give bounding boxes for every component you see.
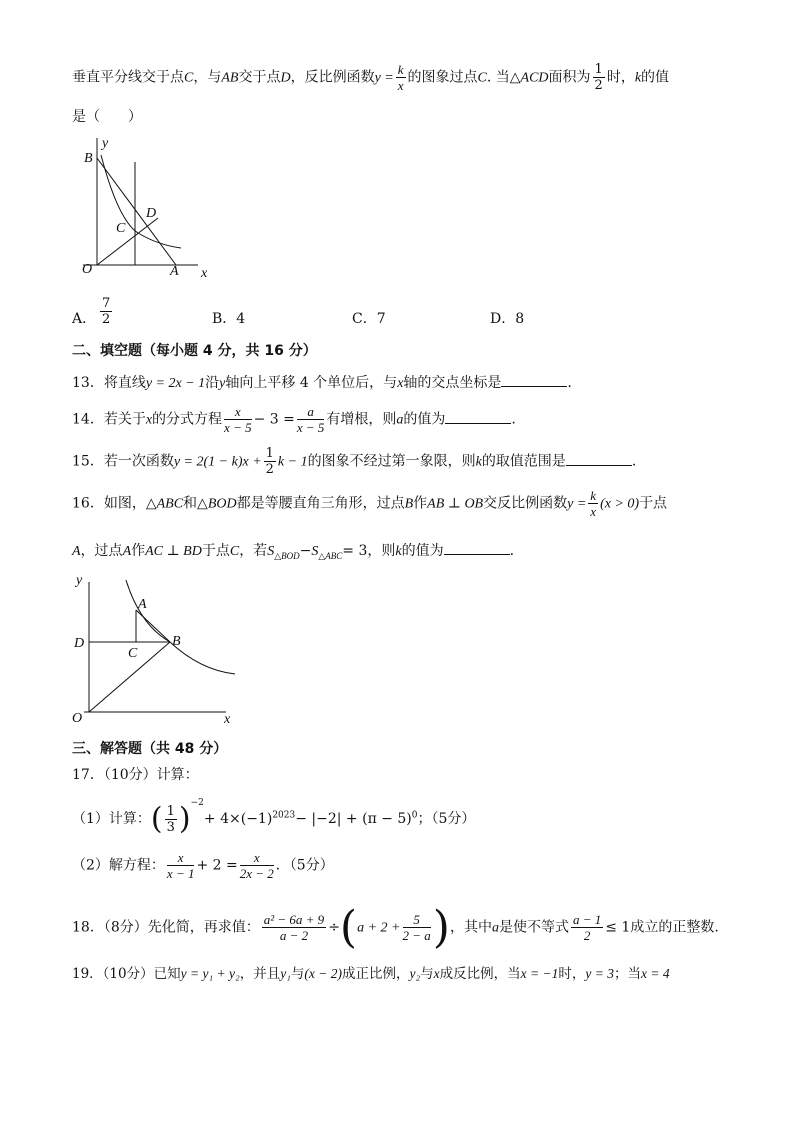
half-fraction: $\frac{1}{2}$ xyxy=(594,62,603,93)
q18: 18．（8分）先化简，再求值： $\frac{\text{a² − 6a + 9}}{a - 2}$ ÷(a + 2 + $\frac{5}{2 - a}$ )，其中a是使不等式 $\frac{a - 1}{2}$ ≤ 1成立的正整数. xyxy=(72,902,719,953)
q12-line2: 是（ ） xyxy=(72,109,142,125)
label-B: B xyxy=(172,634,181,649)
label-O: O xyxy=(72,711,83,726)
q18-fraction-3: $\frac{a - 1}{2}$ xyxy=(572,912,602,943)
label-A: A xyxy=(170,264,179,279)
q14: 14．若关于x的分式方程 $\frac{x}{x - 5}$ − 3 = $\frac{a}{x - 5}$ 有增根，则a的值为 . xyxy=(72,404,516,435)
q12-options xyxy=(72,296,572,336)
q14-fraction-1: $\frac{x}{x - 5}$ xyxy=(224,404,252,435)
label-A: A xyxy=(138,597,147,612)
answer-blank xyxy=(445,411,511,424)
option-a-fraction: $\frac{7}{2}$ xyxy=(102,296,111,327)
q17-one-third: $\frac{1}{3}$ xyxy=(166,803,175,835)
hyperbola-curve xyxy=(101,155,181,248)
q16-line1: 16．如图，△ABC和△BOD都是等腰直角三角形，过点B作AB ⊥ OB交反比例函数y = $\frac{k}{x}$ (x > 0)于点 xyxy=(72,488,668,519)
q15-half-fraction: $\frac{1}{2}$ xyxy=(265,446,274,477)
q18-fraction-2: $\frac{5}{2 - a}$ xyxy=(402,912,431,943)
hyperbola-curve xyxy=(126,580,235,674)
segment-AB xyxy=(136,610,170,642)
option-b: B．4 xyxy=(212,311,246,327)
label-O: O xyxy=(82,262,93,277)
option-a-label: A． xyxy=(72,311,97,327)
k-over-x-fraction: $\frac{k}{x}$ xyxy=(397,62,404,93)
q18-fraction-1: $\frac{\text{a² − 6a + 9}}{a - 2}$ xyxy=(263,912,325,943)
answer-blank xyxy=(566,453,632,466)
answer-blank xyxy=(444,542,510,555)
q12-line1: 垂直平分线交于点C，与AB交于点D，反比例函数y = $\frac{k}{x}$ 的图象过点C. 当△ACD面积为 $\frac{1}{2}$ 时，k的值 xyxy=(72,62,670,93)
q17-fraction-1: $\frac{x}{x - 1}$ xyxy=(166,850,195,881)
label-B: B xyxy=(84,151,93,166)
label-x: x xyxy=(224,712,231,727)
label-y: y xyxy=(102,136,109,151)
q15: 15．若一次函数y = 2(1 − k)x + $\frac{1}{2}$ k − 1的图象不经过第一象限，则k的取值范围是 . xyxy=(72,446,637,477)
q17-part2: （2）解方程： $\frac{x}{x - 1}$ + 2 = $\frac{x}{2x - 2}$ ．（5分） xyxy=(72,850,334,881)
line-OD xyxy=(97,218,158,265)
q17-part1: （1）计算：( $\frac{1}{3}$ )$^{-2}+ 4\times(-1)^{2023}- |-2| + (\pi - 5)^0$；（5分） xyxy=(72,798,476,837)
label-D: D xyxy=(74,636,85,651)
section-3-heading: 三、解答题（共 48 分） xyxy=(72,741,228,757)
q12-figure xyxy=(78,130,228,290)
label-D: D xyxy=(146,206,157,221)
line-AB xyxy=(97,158,176,265)
q17-title: 17．（10分）计算： xyxy=(72,767,199,783)
q13: 13．将直线y = 2x − 1沿y轴向上平移 4 个单位后，与x轴的交点坐标是 . xyxy=(72,375,572,391)
q17-fraction-2: $\frac{x}{2x - 2}$ xyxy=(239,850,274,881)
q16-figure xyxy=(70,570,250,730)
q16-k-over-x: $\frac{k}{x}$ xyxy=(590,488,597,519)
label-C: C xyxy=(116,221,126,236)
q16-line2: A，过点A作AC ⊥ BD于点C，若$S_{\triangle BOD}-S_{\triangle ABC}= 3$，则k的值为 . xyxy=(72,543,515,561)
q14-fraction-2: $\frac{a}{x - 5}$ xyxy=(296,404,325,435)
answer-blank xyxy=(501,374,567,387)
label-C: C xyxy=(128,646,138,661)
section-2-heading: 二、填空题（每小题 4 分，共 16 分） xyxy=(72,343,317,359)
option-c: C．7 xyxy=(352,311,386,327)
option-d: D．8 xyxy=(490,311,525,327)
q19: 19．（10分）已知y = y₁ + y₂，并且y₁与(x − 2)成正比例，y₂与x成反比例，当x = −1时，y = 3；当x = 4 xyxy=(72,966,670,982)
label-x: x xyxy=(201,266,208,281)
label-y: y xyxy=(76,573,83,588)
